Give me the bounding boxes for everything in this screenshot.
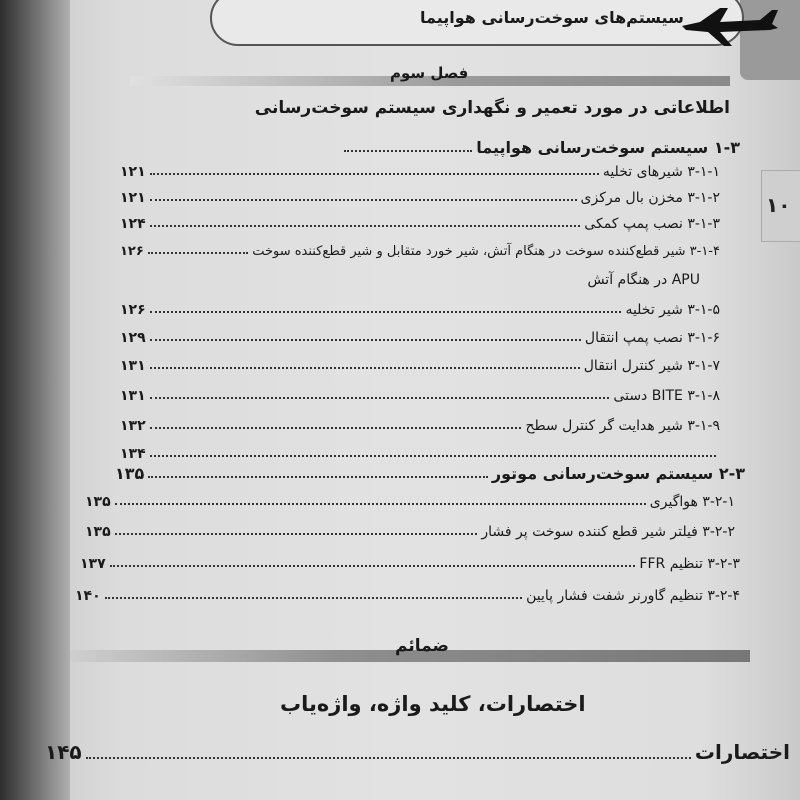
toc-row-continuation[interactable]: APU در هنگام آتش xyxy=(587,272,700,288)
toc-row[interactable]: ۳-۱-۷ شیر کنترل انتقال ۱۳۱ xyxy=(120,358,720,374)
toc-row[interactable]: ۳-۱-۳ نصب پمپ کمکی ۱۲۴ xyxy=(120,216,720,232)
edge-number: ۱۰ xyxy=(766,193,791,217)
chapter-label: فصل سوم xyxy=(390,64,469,82)
abbreviations-heading: اختصارات، کلید واژه، واژه‌یاب xyxy=(280,692,586,716)
toc-row[interactable]: ۳-۱-۲ مخزن بال مرکزی ۱۲۱ xyxy=(120,190,720,206)
toc-row[interactable]: ۳-۱-۶ نصب پمپ انتقال ۱۲۹ xyxy=(120,330,720,346)
airplane-icon xyxy=(680,4,780,49)
abbreviations-entry[interactable]: اختصارات ۱۴۵ xyxy=(45,740,790,764)
toc-heading-2[interactable]: ۲-۳ سیستم سوخت‌رسانی موتور ۱۳۵ xyxy=(115,464,745,483)
toc-row[interactable]: ۳-۱-۴ شیر قطع‌کننده سوخت در هنگام آتش، شیر خورد متقابل و شیر قطع‌کننده سوخت ۱۲۶ xyxy=(120,244,720,259)
toc-row[interactable]: ۳-۲-۴ تنظیم گاورنر شفت فشار پایین ۱۴۰ xyxy=(75,588,740,604)
book-spine-shadow xyxy=(0,0,70,800)
toc-row[interactable]: ۱۳۴ xyxy=(120,446,720,462)
toc-row[interactable]: ۳-۱-۸ BITE دستی ۱۳۱ xyxy=(120,388,720,404)
toc-row[interactable]: ۳-۱-۹ شیر هدایت گر کنترل سطح ۱۳۲ xyxy=(120,418,720,434)
toc-row[interactable]: ۳-۲-۳ تنظیم FFR ۱۳۷ xyxy=(80,556,740,572)
toc-row[interactable]: ۳-۲-۲ فیلتر شیر قطع کننده سوخت پر فشار ۱۳۵ xyxy=(85,524,735,540)
toc-row[interactable]: ۳-۱-۵ شیر تخلیه ۱۲۶ xyxy=(120,302,720,318)
toc-row[interactable]: ۳-۱-۱ شیرهای تخلیه ۱۲۱ xyxy=(120,164,720,180)
chapter-title: اطلاعاتی در مورد تعمیر و نگهداری سیستم سوخت‌رسانی xyxy=(254,98,730,118)
next-page-edge xyxy=(761,170,800,242)
toc-heading-1[interactable]: ۱-۳ سیستم سوخت‌رسانی هواپیما xyxy=(340,138,740,157)
annex-label: ضمائم xyxy=(395,636,449,656)
header-title: سیستم‌های سوخت‌رسانی هواپیما xyxy=(420,8,684,27)
toc-row[interactable]: ۳-۲-۱ هواگیری ۱۳۵ xyxy=(85,494,735,510)
